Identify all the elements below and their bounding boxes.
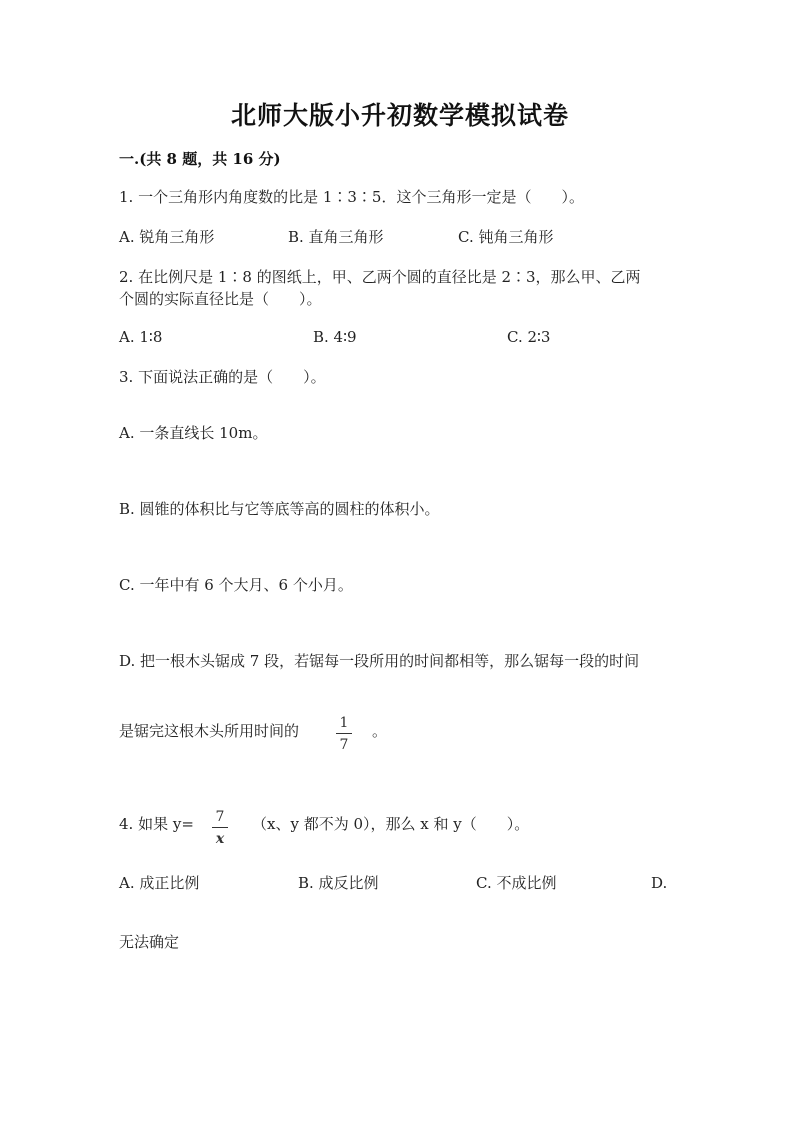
question-3-option-b: B. 圆锥的体积比与它等底等高的圆柱的体积小。 xyxy=(119,500,440,518)
question-1-stem: 1. 一个三角形内角度数的比是 1∶3∶5．这个三角形一定是（ ）。 xyxy=(119,188,584,206)
fraction-seven-over-x xyxy=(212,810,228,846)
fraction-numerator: 7 xyxy=(215,809,225,825)
fraction-bar xyxy=(336,733,352,734)
question-1-option-a: A. 锐角三角形 xyxy=(119,228,215,246)
question-3-stem: 3. 下面说法正确的是（ ）。 xyxy=(119,368,326,386)
question-2-stem-line1: 2. 在比例尺是 1∶8 的图纸上，甲、乙两个圆的直径比是 2∶3，那么甲、乙两 xyxy=(119,268,641,286)
fraction-one-seventh xyxy=(336,716,352,752)
question-3-option-a: A. 一条直线长 10m。 xyxy=(119,424,268,442)
question-4-option-b: B. 成反比例 xyxy=(298,874,379,892)
question-4-option-d: D. xyxy=(651,874,668,892)
question-3-option-d-line1: D. 把一根木头锯成 7 段，若锯每一段所用的时间都相等，那么锯每一段的时间 xyxy=(119,652,640,670)
question-4-option-c: C. 不成比例 xyxy=(476,874,557,892)
fraction-denominator: 7 xyxy=(339,737,349,753)
question-2-stem-line2: 个圆的实际直径比是（ ）。 xyxy=(119,290,322,308)
question-3-option-c: C. 一年中有 6 个大月、6 个小月。 xyxy=(119,576,353,594)
section-heading: 一.(共 8 题，共 16 分) xyxy=(119,150,281,168)
question-4-stem-suffix: （x、y 都不为 0），那么 x 和 y（ ）。 xyxy=(252,815,530,833)
question-1-option-b: B. 直角三角形 xyxy=(288,228,384,246)
question-2-option-a: A. 1∶8 xyxy=(119,328,163,346)
fraction-bar xyxy=(212,827,228,828)
question-2-option-c: C. 2∶3 xyxy=(507,328,551,346)
question-4-stem-prefix: 4. 如果 y= xyxy=(119,815,194,833)
question-2-option-b: B. 4∶9 xyxy=(313,328,357,346)
question-4-option-a: A. 成正比例 xyxy=(119,874,200,892)
question-3-option-d-end: 。 xyxy=(372,722,388,740)
fraction-denominator: x xyxy=(215,831,225,847)
question-4-option-d-continued: 无法确定 xyxy=(119,933,180,951)
question-1-option-c: C. 钝角三角形 xyxy=(458,228,554,246)
fraction-numerator: 1 xyxy=(339,715,349,731)
question-3-option-d-line2: 是锯完这根木头所用时间的 xyxy=(119,722,300,740)
exam-title: 北师大版小升初数学模拟试卷 xyxy=(230,101,569,130)
